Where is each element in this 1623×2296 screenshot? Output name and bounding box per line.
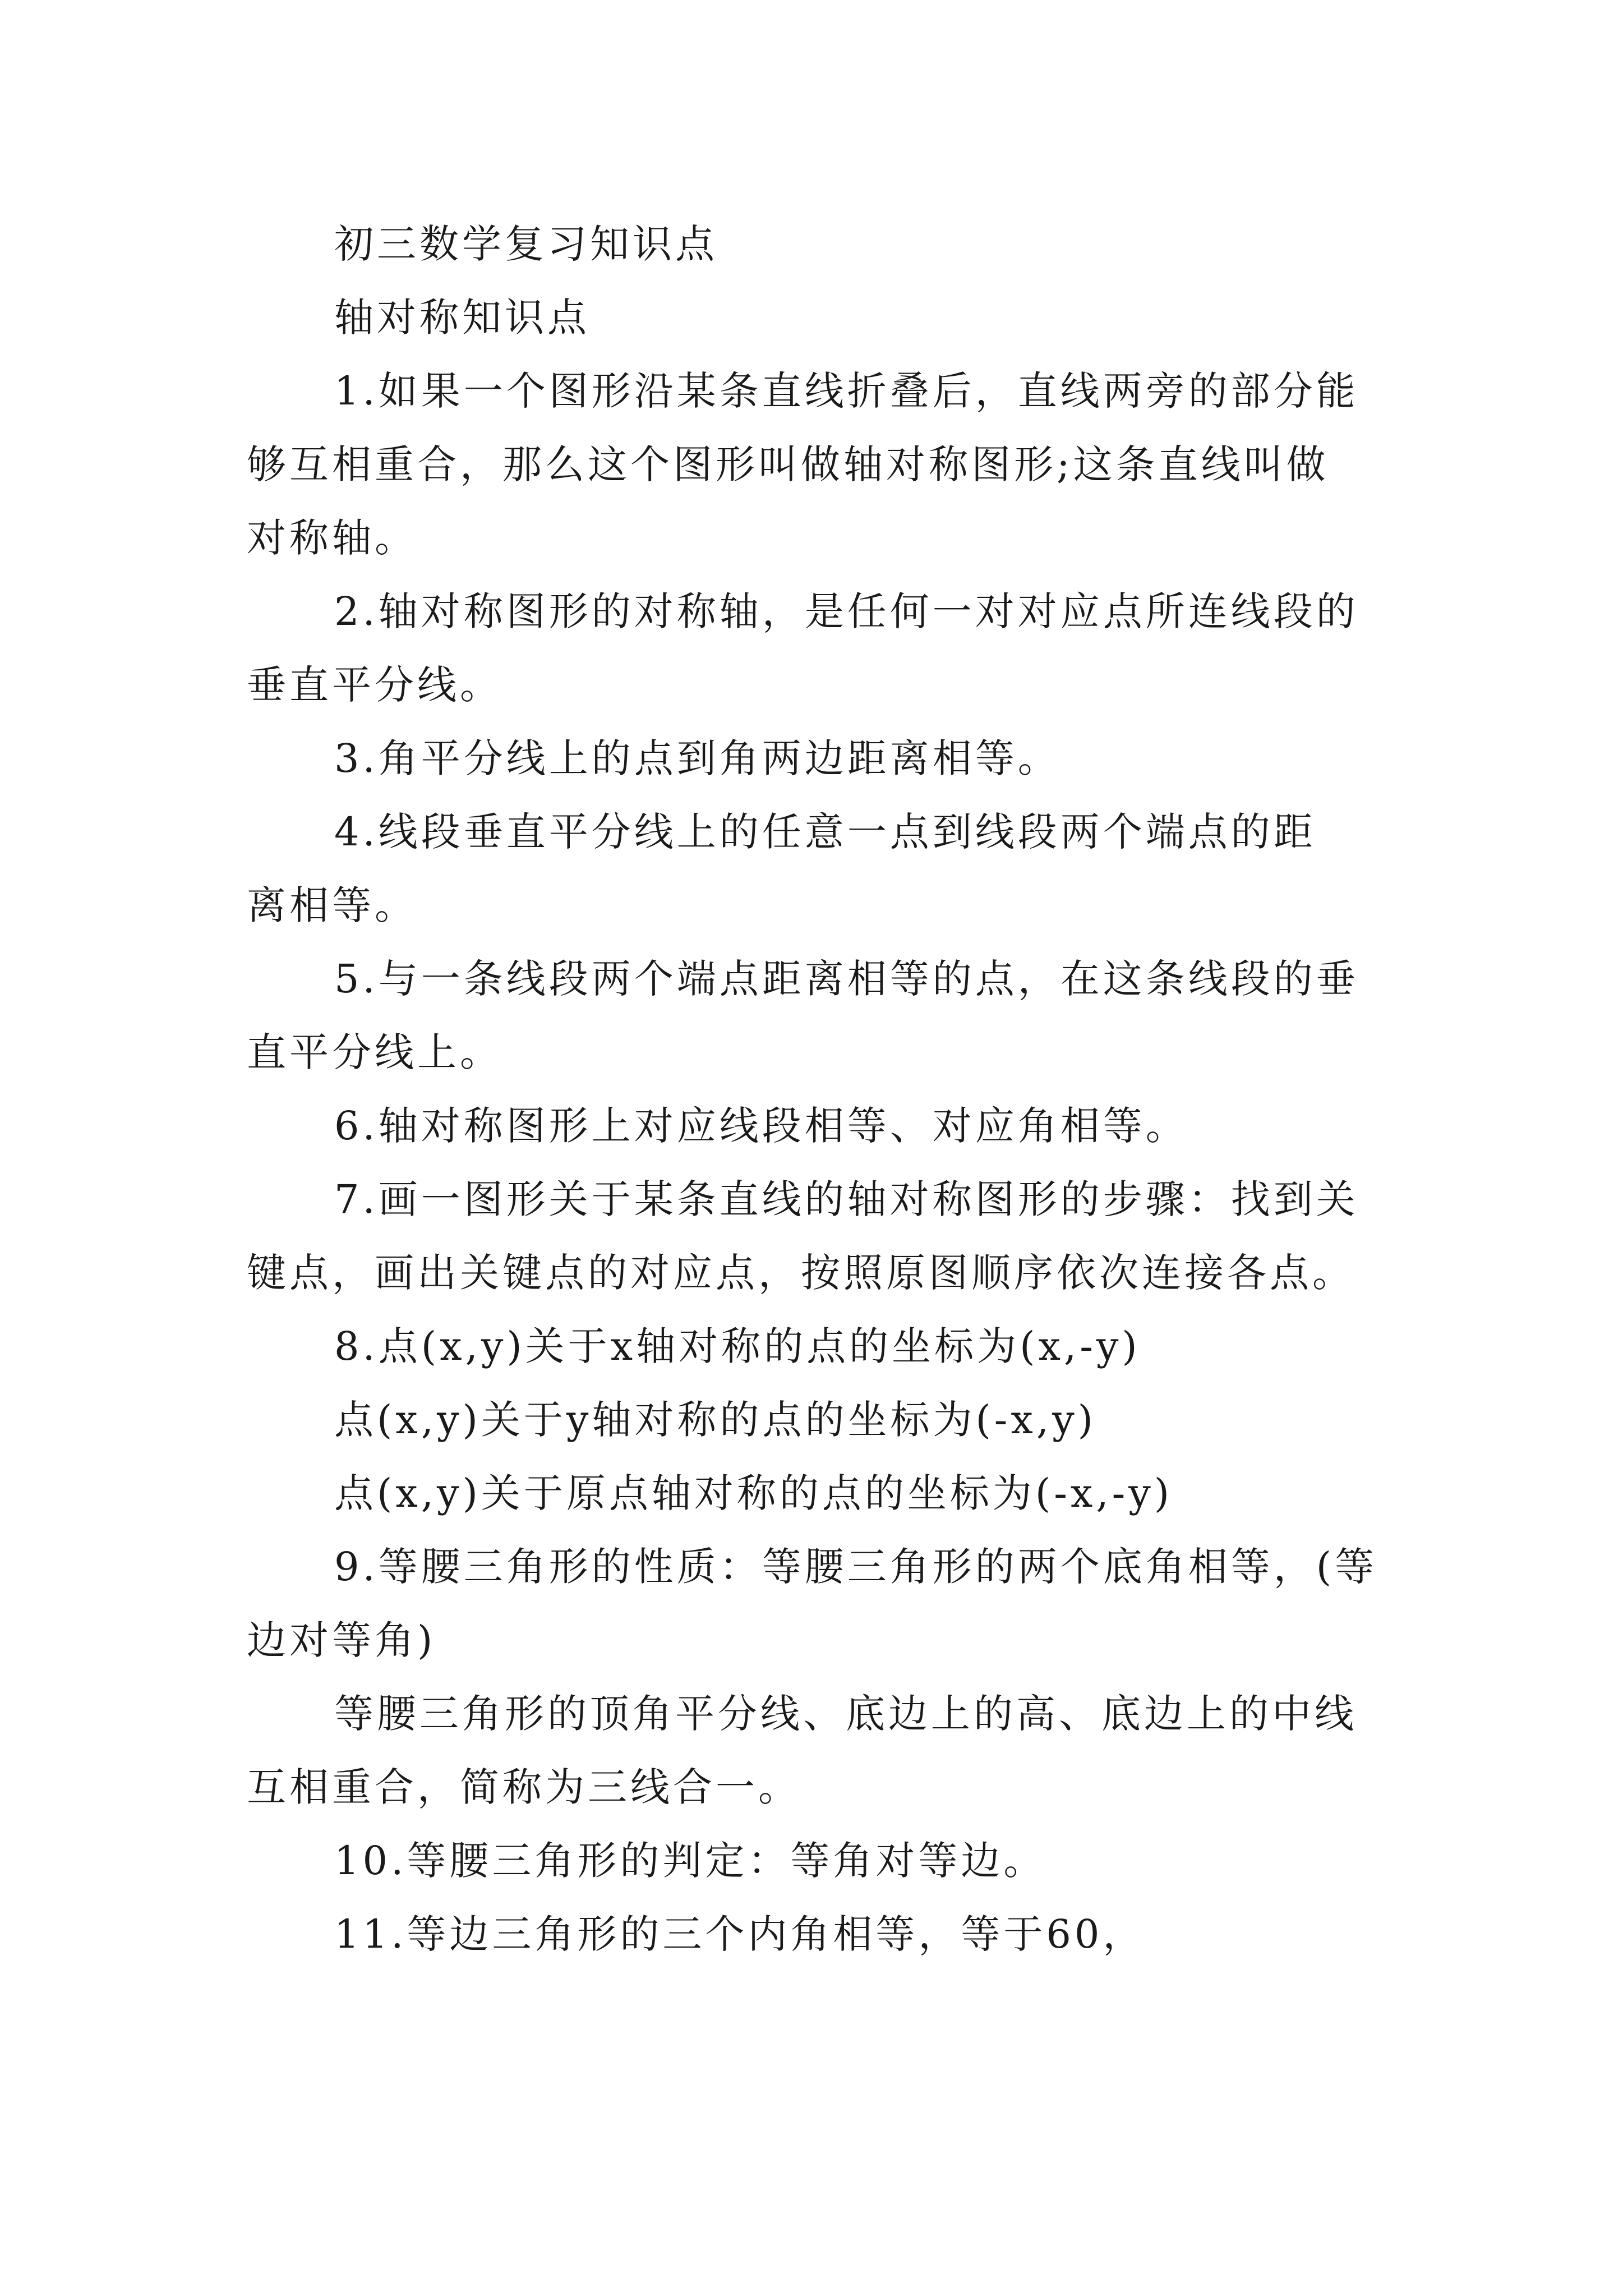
text-line: 9.等腰三角形的性质：等腰三角形的两个底角相等，(等 [334, 1544, 1378, 1590]
text-line: 互相重合，简称为三线合一。 [247, 1764, 801, 1810]
text-line: 垂直平分线。 [247, 662, 502, 708]
text-line: 6.轴对称图形上对应线段相等、对应角相等。 [334, 1103, 1188, 1149]
text-line: 3.角平分线上的点到角两边距离相等。 [334, 735, 1061, 781]
text-line: 点(x,y)关于y轴对称的点的坐标为(-x,y) [334, 1397, 1096, 1443]
text-line: 2.轴对称图形的对称轴，是任何一对对应点所连线段的 [334, 588, 1359, 634]
text-line: 对称轴。 [247, 515, 417, 561]
text-line: 5.与一条线段两个端点距离相等的点，在这条线段的垂 [334, 956, 1359, 1002]
text-line: 4.线段垂直平分线上的任意一点到线段两个端点的距 [334, 809, 1316, 855]
text-line: 够互相重合，那么这个图形叫做轴对称图形;这条直线叫做 [247, 441, 1329, 487]
text-line: 7.画一图形关于某条直线的轴对称图形的步骤：找到关 [334, 1176, 1359, 1222]
text-line: 11.等边三角形的三个内角相等，等于60， [334, 1911, 1146, 1957]
text-line: 10.等腰三角形的判定：等角对等边。 [334, 1838, 1046, 1884]
text-line: 点(x,y)关于原点轴对称的点的坐标为(-x,-y) [334, 1470, 1173, 1516]
text-line: 离相等。 [247, 882, 417, 928]
text-line: 等腰三角形的顶角平分线、底边上的高、底边上的中线 [334, 1691, 1357, 1737]
text-line: 8.点(x,y)关于x轴对称的点的坐标为(x,-y) [334, 1323, 1141, 1369]
text-line: 边对等角) [247, 1617, 436, 1663]
section-heading: 轴对称知识点 [334, 295, 590, 341]
document-body [247, 208, 1385, 1971]
document-title: 初三数学复习知识点 [334, 221, 718, 267]
text-line: 直平分线上。 [247, 1029, 502, 1075]
text-line: 1.如果一个图形沿某条直线折叠后，直线两旁的部分能 [334, 368, 1359, 414]
text-line: 键点，画出关键点的对应点，按照原图顺序依次连接各点。 [247, 1250, 1355, 1296]
